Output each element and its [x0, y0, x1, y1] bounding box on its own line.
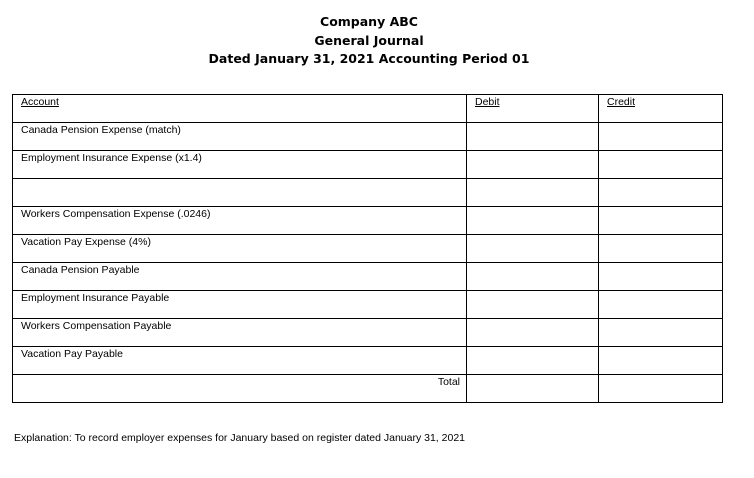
credit-amount	[599, 207, 722, 208]
total-debit-cell[interactable]	[467, 375, 599, 403]
account-name: Employment Insurance Payable	[21, 292, 170, 304]
account-name: Workers Compensation Expense (.0246)	[21, 208, 211, 220]
table-row	[13, 151, 723, 179]
credit-amount	[599, 263, 722, 264]
credit-amount	[599, 179, 722, 180]
column-header-account	[13, 95, 467, 123]
debit-amount	[467, 123, 598, 124]
credit-cell[interactable]	[599, 179, 723, 207]
credit-cell[interactable]	[599, 207, 723, 235]
table-row	[13, 179, 723, 207]
explanation-text: Explanation: To record employer expenses for January based on register dated January 31, 2021	[14, 432, 466, 444]
column-header-credit	[599, 95, 723, 123]
account-name	[13, 179, 466, 180]
table-row	[13, 319, 723, 347]
debit-amount	[467, 347, 598, 348]
credit-amount	[599, 151, 722, 152]
table-header-row	[13, 95, 723, 123]
debit-amount	[467, 207, 598, 208]
total-debit-amount	[467, 375, 598, 376]
credit-amount	[599, 291, 722, 292]
account-cell	[13, 291, 467, 319]
company-name: Company ABC	[320, 14, 418, 29]
journal-table	[12, 94, 723, 403]
total-label-cell	[13, 375, 467, 403]
table-row	[13, 347, 723, 375]
total-label: Total	[437, 376, 460, 388]
credit-amount	[599, 123, 722, 124]
account-name: Vacation Pay Payable	[21, 348, 123, 360]
debit-cell[interactable]	[467, 235, 599, 263]
account-cell	[13, 347, 467, 375]
account-cell	[13, 207, 467, 235]
debit-amount	[467, 151, 598, 152]
total-row	[13, 375, 723, 403]
debit-cell[interactable]	[467, 291, 599, 319]
table-row	[13, 235, 723, 263]
column-header-debit-label: Debit	[475, 96, 500, 108]
account-name: Workers Compensation Payable	[21, 320, 172, 332]
document-title: General Journal	[314, 33, 424, 48]
debit-amount	[467, 291, 598, 292]
account-name: Employment Insurance Expense (x1.4)	[21, 152, 202, 164]
column-header-debit	[467, 95, 599, 123]
debit-cell[interactable]	[467, 347, 599, 375]
account-cell	[13, 123, 467, 151]
debit-cell[interactable]	[467, 123, 599, 151]
debit-cell[interactable]	[467, 207, 599, 235]
table-row	[13, 263, 723, 291]
debit-cell[interactable]	[467, 319, 599, 347]
account-cell	[13, 319, 467, 347]
debit-cell[interactable]	[467, 151, 599, 179]
debit-amount	[467, 263, 598, 264]
credit-cell[interactable]	[599, 319, 723, 347]
debit-cell[interactable]	[467, 179, 599, 207]
credit-cell[interactable]	[599, 291, 723, 319]
account-cell	[13, 151, 467, 179]
dated-line: Dated January 31, 2021 Accounting Period 01	[208, 51, 530, 66]
credit-cell[interactable]	[599, 235, 723, 263]
credit-amount	[599, 319, 722, 320]
column-header-credit-label: Credit	[607, 96, 636, 108]
credit-amount	[599, 347, 722, 348]
table-row	[13, 291, 723, 319]
account-name: Canada Pension Expense (match)	[21, 124, 181, 136]
credit-cell[interactable]	[599, 347, 723, 375]
credit-cell[interactable]	[599, 151, 723, 179]
debit-amount	[467, 235, 598, 236]
credit-cell[interactable]	[599, 123, 723, 151]
account-cell	[13, 179, 467, 207]
table-row	[13, 207, 723, 235]
account-cell	[13, 235, 467, 263]
table-row	[13, 123, 723, 151]
account-cell	[13, 263, 467, 291]
debit-amount	[467, 319, 598, 320]
account-name: Canada Pension Payable	[21, 264, 140, 276]
column-header-account-label: Account	[21, 96, 59, 108]
total-credit-cell[interactable]	[599, 375, 723, 403]
credit-cell[interactable]	[599, 263, 723, 291]
debit-cell[interactable]	[467, 263, 599, 291]
account-name: Vacation Pay Expense (4%)	[21, 236, 151, 248]
total-credit-amount	[599, 375, 722, 376]
credit-amount	[599, 235, 722, 236]
debit-amount	[467, 179, 598, 180]
